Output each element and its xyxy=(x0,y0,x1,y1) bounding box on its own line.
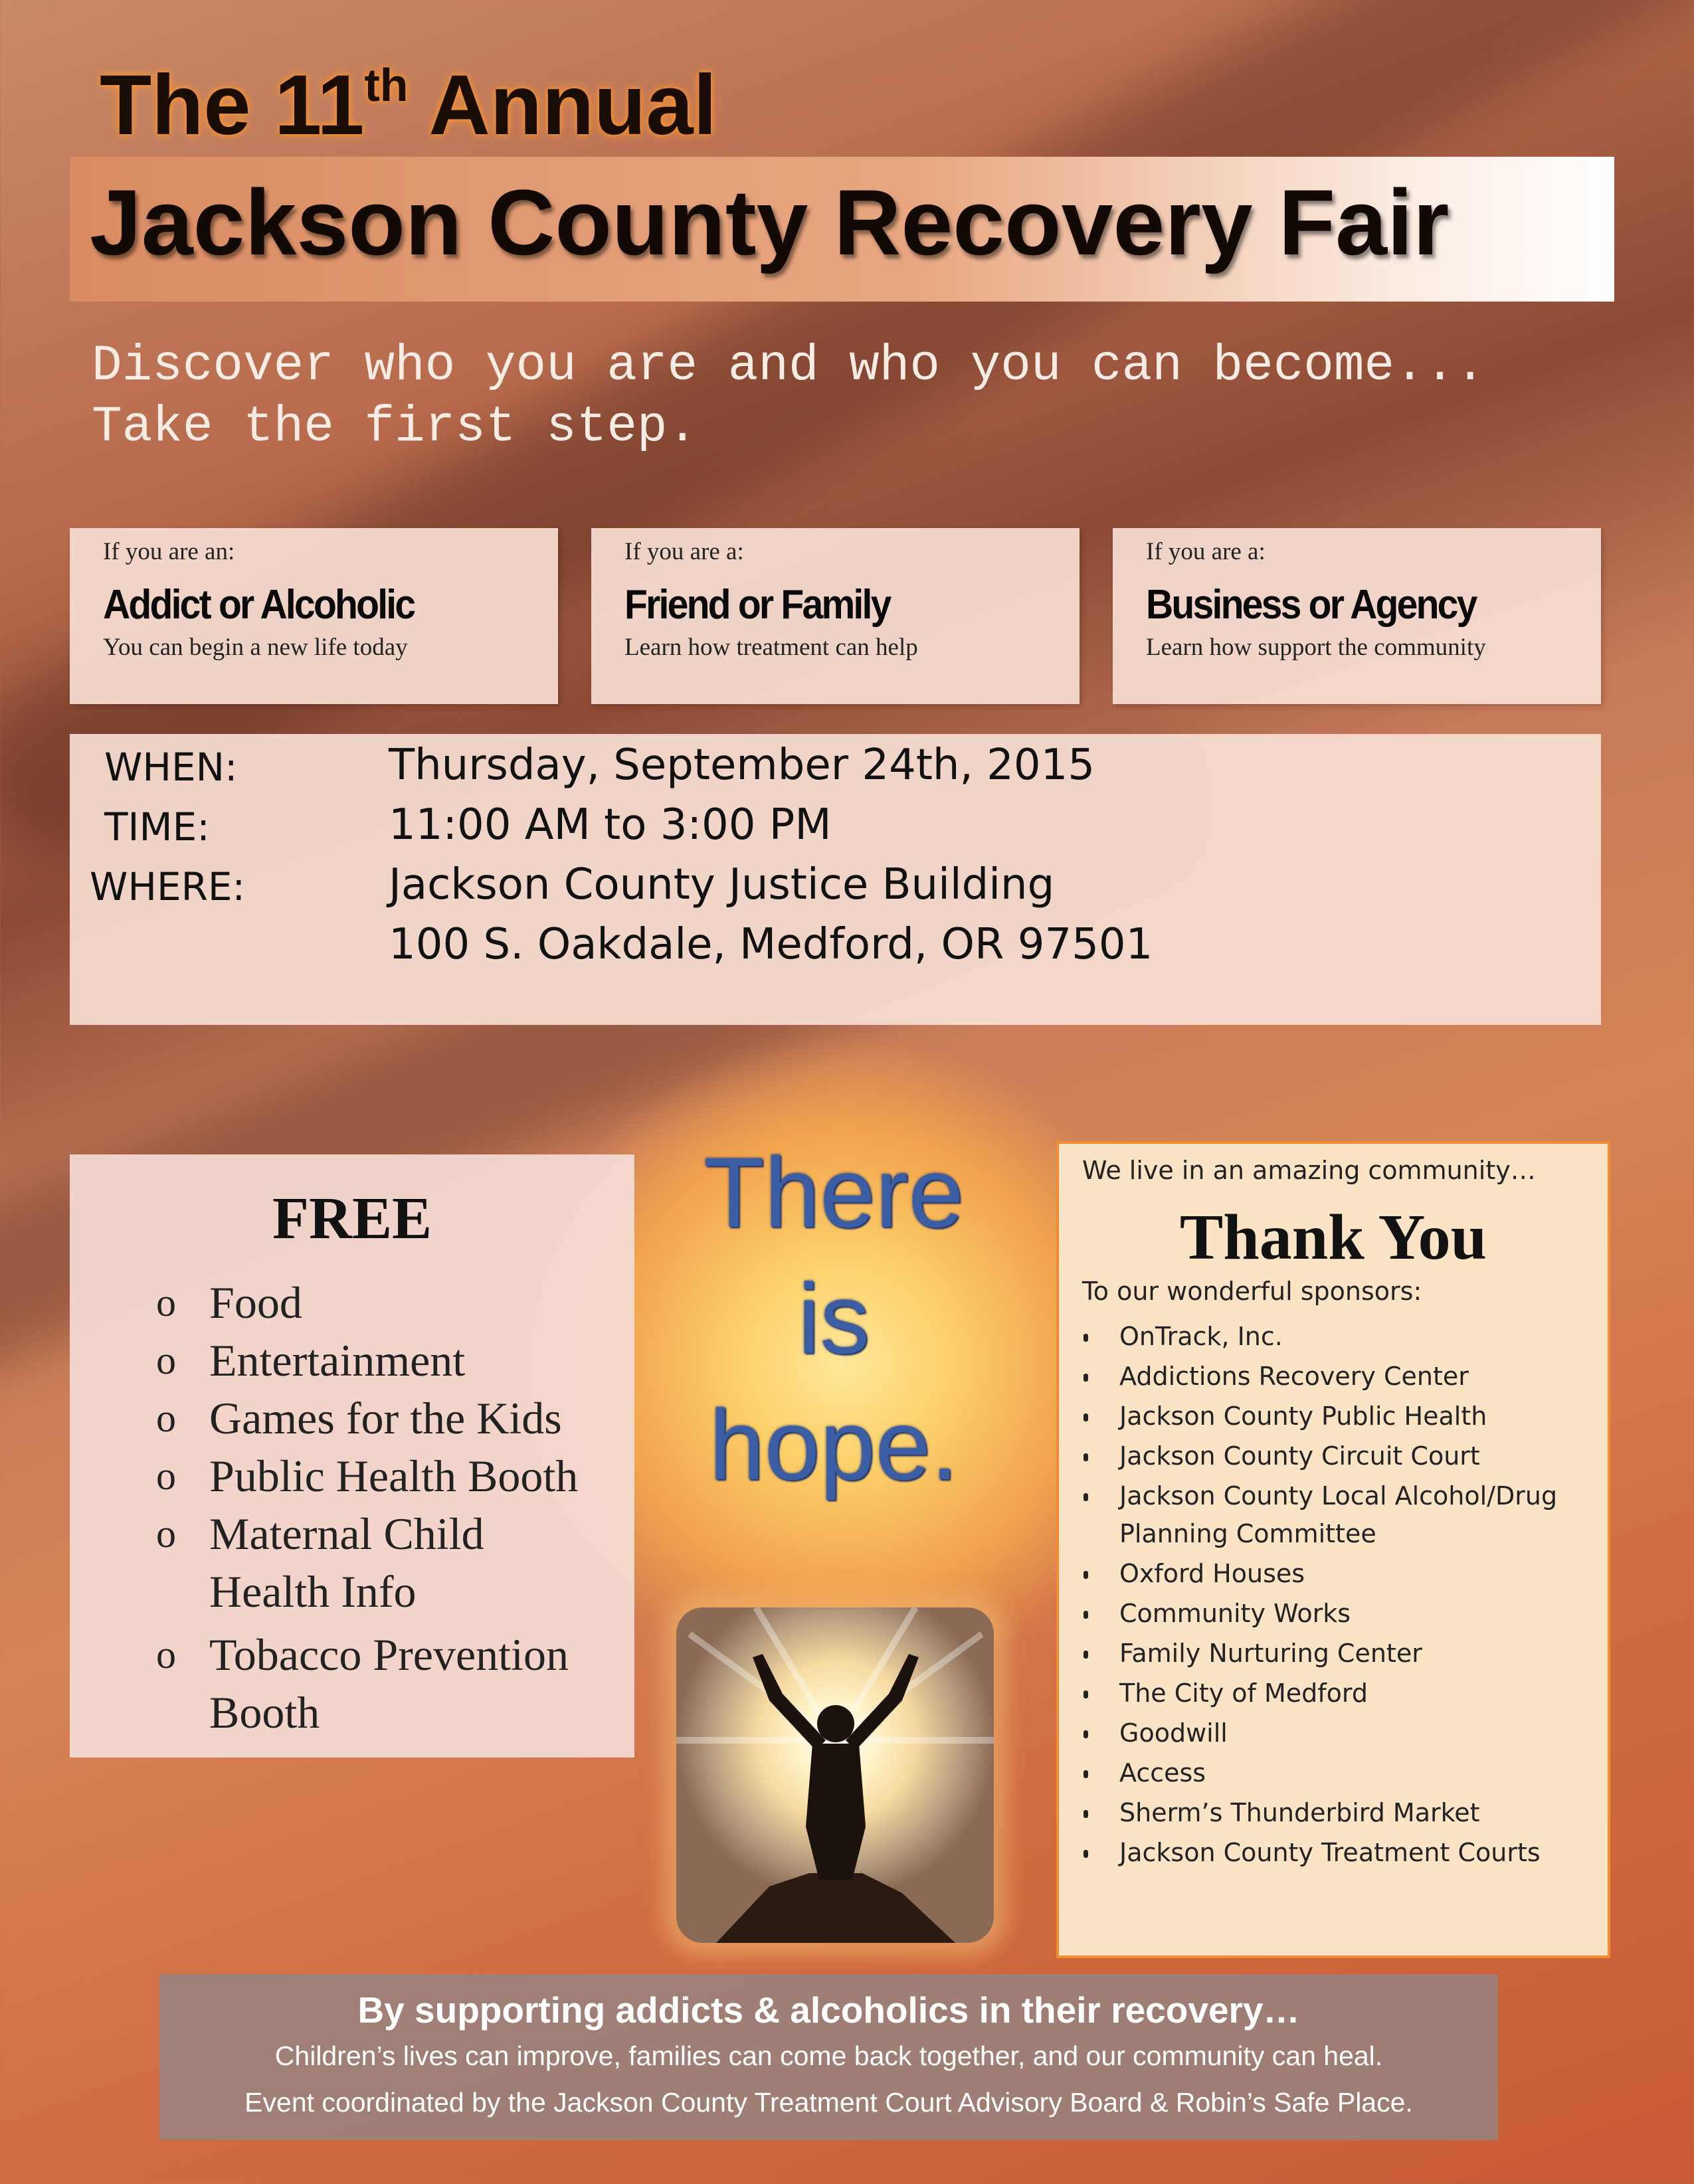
tagline: Discover who you are and who you can become... Take the first step. xyxy=(92,337,1485,456)
event-date: Thursday, September 24th, 2015 xyxy=(389,741,1095,790)
sponsors-intro: We live in an amazing community… xyxy=(1082,1156,1536,1185)
hope-slogan: There is hope. xyxy=(704,1137,964,1501)
thank-you-heading: Thank You xyxy=(1179,1202,1487,1273)
list-item: Oxford Houses xyxy=(1082,1555,1600,1593)
list-item: Jackson County Circuit Court xyxy=(1082,1437,1600,1475)
event-address: 100 S. Oakdale, Medford, OR 97501 xyxy=(389,920,1153,969)
footer-banner xyxy=(159,1974,1498,2140)
time-label: TIME: xyxy=(104,804,210,850)
edition-heading: The 11th Annual xyxy=(100,58,717,153)
list-item: o Tobacco Prevention Booth xyxy=(156,1626,621,1742)
footer-message: Children’s lives can improve, families can come back together, and our community can heal. xyxy=(274,2041,1383,2071)
audience-card-family: If you are a: Friend or Family Learn how treatment can help xyxy=(591,528,1080,704)
audience-card-business: If you are a: Business or Agency Learn how support the community xyxy=(1113,528,1601,704)
list-item: Access xyxy=(1082,1754,1600,1792)
list-item: Jackson County Local Alcohol/Drug Planning Committee xyxy=(1082,1477,1600,1553)
free-offerings xyxy=(70,1154,634,1758)
sponsor-list xyxy=(1082,1318,1600,1874)
list-item: Family Nurturing Center xyxy=(1082,1635,1600,1673)
silhouette-icon xyxy=(676,1607,994,1943)
list-item: Jackson County Treatment Courts xyxy=(1082,1834,1600,1872)
title-banner xyxy=(70,157,1614,302)
list-item: o Games for the Kids xyxy=(156,1390,621,1447)
list-item: Addictions Recovery Center xyxy=(1082,1358,1600,1396)
list-item: The City of Medford xyxy=(1082,1675,1600,1712)
when-label: WHEN: xyxy=(104,745,238,790)
audience-card-addict: If you are an: Addict or Alcoholic You can begin a new life today xyxy=(70,528,558,704)
footer-headline: By supporting addicts & alcoholics in their recovery… xyxy=(357,1989,1300,2031)
where-label: WHERE: xyxy=(90,864,246,909)
event-venue: Jackson County Justice Building xyxy=(389,860,1055,909)
list-item: Jackson County Public Health xyxy=(1082,1398,1600,1435)
event-time: 11:00 AM to 3:00 PM xyxy=(389,800,832,850)
list-item: OnTrack, Inc. xyxy=(1082,1318,1600,1356)
list-item: o Entertainment xyxy=(156,1332,621,1390)
list-item: o Maternal Child Health Info xyxy=(156,1505,588,1621)
sponsors-subheading: To our wonderful sponsors: xyxy=(1082,1277,1422,1306)
sponsors-panel xyxy=(1056,1141,1610,1958)
list-item: o Food xyxy=(156,1274,621,1332)
list-item: Goodwill xyxy=(1082,1714,1600,1752)
page-title: Jackson County Recovery Fair xyxy=(90,170,1450,274)
raised-arms-figure-image xyxy=(676,1607,994,1943)
list-item: Sherm’s Thunderbird Market xyxy=(1082,1794,1600,1832)
list-item: o Public Health Booth xyxy=(156,1447,621,1505)
event-details xyxy=(70,734,1601,1025)
free-list xyxy=(156,1274,621,1742)
free-title: FREE xyxy=(272,1186,432,1251)
footer-credits: Event coordinated by the Jackson County Treatment Court Advisory Board & Robin’s Safe Place. xyxy=(244,2087,1413,2118)
list-item: Community Works xyxy=(1082,1595,1600,1633)
